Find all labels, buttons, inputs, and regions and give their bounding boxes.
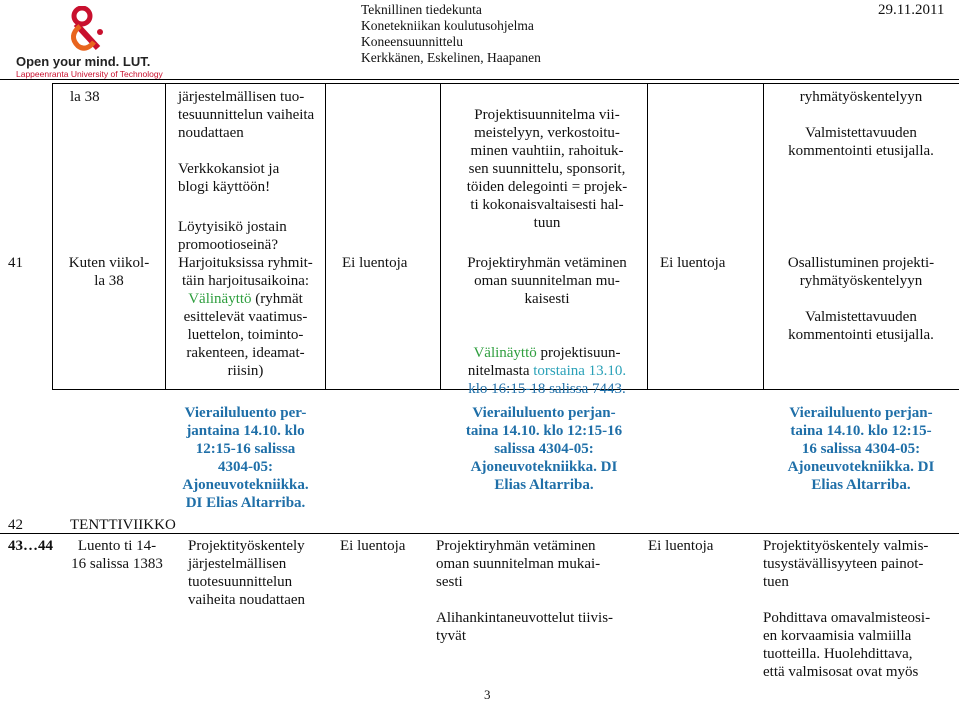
header-authors: Kerkkänen, Eskelinen, Haapanen	[361, 50, 541, 65]
row2-project-checkpoint-b2: nitelmasta	[467, 363, 534, 379]
row1-promo-note: Löytyisikö jostain promootioseinä?	[178, 219, 287, 253]
row2-exercises: Harjoituksissa ryhmit- täin harjoitusaikoina:	[178, 255, 313, 289]
row42-week: 42	[8, 517, 23, 533]
row42-exam-week: TENTTIVIIKKO	[70, 517, 176, 533]
row2-checkpoint-line	[168, 290, 323, 308]
row43-no-lectures-1: Ei luentoja	[340, 538, 406, 554]
row43-parts-replacement: Pohdittava omavalmisteosi- en korvaamisia valmiilla tuotteilla. Huolehdittava, että valmisosat ovat myös	[763, 610, 931, 680]
row2-checkpoint-label: Välinäyttö	[188, 291, 252, 307]
row1-exercises: järjestelmällisen tuo- tesuunnittelun vaiheita noudattaen	[178, 89, 315, 141]
row1-folders-note: Verkkokansiot ja blogi käyttöön!	[178, 161, 280, 195]
row2-project-checkpoint-label: Välinäyttö	[473, 345, 537, 361]
row2-lead-project: Projektiryhmän vetäminen oman suunnitelman mu- kaisesti	[467, 255, 627, 307]
header-faculty: Teknillinen tiedekunta	[361, 2, 482, 17]
row43-top-border	[0, 533, 959, 534]
guest-lecture-2: Vierailuluento perjan- taina 14.10. klo 12:15-16 salissa 4304-05: Ajoneuvotekniikka. DI Elias Altarriba.	[465, 405, 623, 493]
row2-project-checkpoint-date: torstaina 13.10.	[533, 363, 627, 379]
row1-date: la 38	[70, 89, 100, 105]
row43-subcontracting: Alihankintaneuvottelut tiivis- tyvät	[436, 610, 614, 644]
row43-date: Luento ti 14- 16 salissa 1383	[71, 538, 163, 572]
guest-lecture-1: Vierailuluento per- jantaina 14.10. klo 12:15-16 salissa 4304-05: Ajoneuvotekniikka. DI Elias Altarriba.	[182, 405, 309, 511]
header-rule	[0, 79, 959, 80]
col-divider-2	[165, 83, 166, 389]
row2-project-checkpoint-b1: projektisuun-	[536, 345, 621, 361]
row43-week: 43…44	[8, 538, 53, 554]
row2-checkpoint-content: esittelevät vaatimus- luettelon, toiminto- rakenteen, ideamat- riisin)	[183, 309, 308, 379]
logo-university-name: Lappeenranta University of Technology	[16, 69, 163, 79]
row2-no-lectures-2: Ei luentoja	[660, 255, 726, 271]
row43-project-work: Projektityöskentely järjestelmällisen tuotesuunnittelun vaiheita noudattaen	[188, 538, 306, 608]
col-divider-5	[647, 83, 648, 389]
row43-lead-project: Projektiryhmän vetäminen oman suunnitelman mukai- sesti	[436, 538, 601, 590]
lut-logo	[16, 6, 176, 78]
logo-slogan: Open your mind. LUT.	[16, 54, 151, 69]
row2-manufacturability: Valmistettavuuden kommentointi etusijalla.	[788, 309, 934, 343]
row1-group-work: ryhmätyöskentelyyn	[799, 89, 923, 105]
row43-no-lectures-2: Ei luentoja	[648, 538, 714, 554]
row2-project-checkpoint	[449, 326, 645, 398]
col-divider-4	[440, 83, 441, 389]
col-divider-1	[52, 83, 53, 389]
page-number: 3	[484, 687, 491, 702]
table-top-border	[52, 83, 959, 84]
row2-no-lectures-1: Ei luentoja	[342, 255, 408, 271]
row2-week: 41	[8, 255, 23, 271]
row2-checkpoint-rest: (ryhmät	[251, 291, 303, 307]
col-divider-3	[325, 83, 326, 389]
col-divider-6	[763, 83, 764, 389]
row1-project-plan: Projektisuunnitelma vii- meistelyyn, verkostoitu- minen vauhtiin, rahoituk- sen suunnittelu, sponsorit, töiden delegointi = projek- ti kokonaisvaltaisesti hal- tuun	[466, 107, 628, 231]
row2-date: Kuten viikol- la 38	[68, 255, 150, 289]
guest-lecture-3: Vierailuluento perjan- taina 14.10. klo 12:15- 16 salissa 4304-05: Ajoneuvotekniikka. DI Elias Altarriba.	[787, 405, 935, 493]
lut-ampersand-icon	[66, 6, 106, 52]
row2-project-checkpoint-time: klo 16:15-18 salissa 7443.	[468, 381, 626, 397]
header-date: 29.11.2011	[878, 2, 945, 18]
row1-manufacturability: Valmistettavuuden kommentointi etusijalla.	[788, 125, 934, 159]
header-programme: Konetekniikan koulutusohjelma	[361, 18, 534, 33]
header-subject: Koneensuunnittelu	[361, 34, 463, 49]
row43-manufacturability-focus: Projektityöskentely valmis- tusystävällisyyteen painot- tuen	[763, 538, 929, 590]
row2-participation: Osallistuminen projekti- ryhmätyöskentelyyn	[787, 255, 935, 289]
